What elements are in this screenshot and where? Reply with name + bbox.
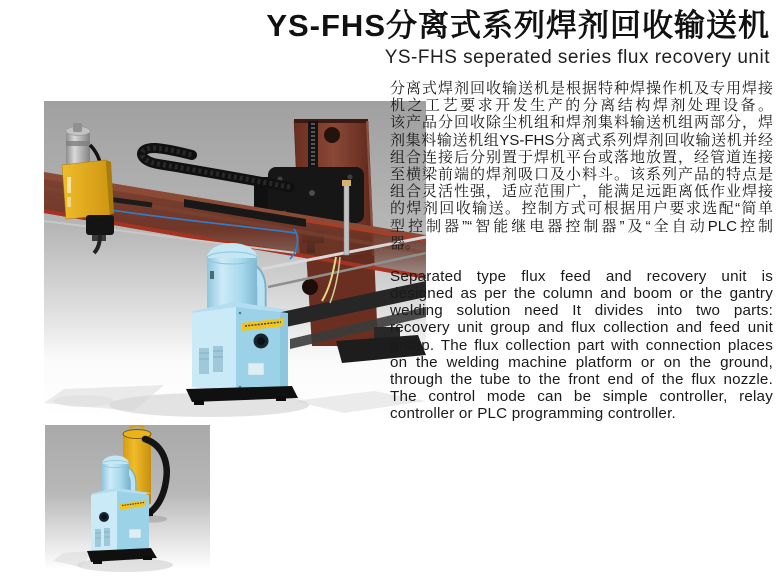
text-line: controller or PLC programming controller. — [390, 405, 676, 423]
description — [390, 80, 773, 423]
page-header — [266, 8, 770, 69]
small-product-photo — [45, 425, 210, 577]
text-line: group. The flux collection part with connection places — [390, 336, 773, 354]
text-line: 器。 — [390, 234, 421, 252]
description-chinese — [390, 80, 773, 252]
page-title: YS-FHS分离式系列焊剂回收输送机 — [266, 8, 770, 43]
text-line: 组合灵活性强，适应范围广，能满足远距离低作业焊接 — [390, 183, 773, 201]
text-line: through the tube to the front end of the flux nozzle. — [390, 371, 773, 388]
cabinet-cylinder — [102, 464, 129, 492]
text-line: 机之工艺要求开发生产的分离结构焊剂处理设备。 — [390, 97, 773, 115]
text-line: 的焊剂回收输送。控制方式可根据用户要求选配“简单 — [390, 200, 773, 218]
text-line: 该产品分回收除尘机组和焊剂集料输送机组两部分，焊 — [390, 114, 773, 132]
text-line: The control mode can be simple controller, relay — [390, 388, 773, 406]
page-subtitle: YS-FHS seperated series flux recovery unit — [384, 47, 770, 68]
text-line: 组合连接后分别置于焊机平台或落地放置，经管道连接 — [390, 148, 773, 166]
text-line: 至横梁前端的焊剂吸口及小料斗。该系列产品的特点是 — [390, 165, 773, 183]
text-line: on the welding machine platform or on the ground, — [390, 353, 773, 371]
main-product-photo — [44, 101, 426, 418]
text-line: 剂集料输送机组YS-FHS分离式系列焊剂回收输送机并经 — [390, 131, 773, 149]
text-line: Separated type flux feed and recovery unit is — [390, 267, 773, 285]
text-line: designed as per the column and boom or the gantry — [390, 285, 773, 303]
text-line: recovery unit group and flux collection and feed unit — [390, 319, 773, 337]
text-line: 分离式焊剂回收输送机是根据特种焊操作机及专用焊接 — [390, 80, 773, 97]
text-line: welding solution need It divides into two parts: — [390, 302, 773, 320]
description-english — [390, 268, 773, 423]
text-line: 型控制器”“智能继电器控制器”及“全自动PLC控制 — [390, 217, 773, 235]
cabinet-cylinder — [207, 258, 257, 308]
